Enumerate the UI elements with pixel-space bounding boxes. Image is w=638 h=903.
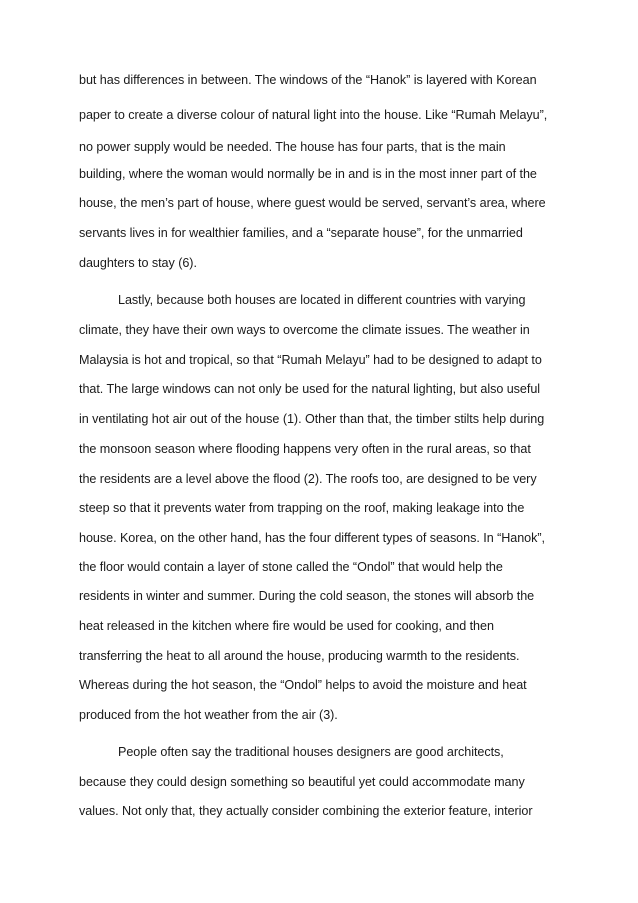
text-line: paper to create a diverse colour of natural light into the house. Like “Rumah Melayu”, [79, 108, 548, 122]
text-line: but has differences in between. The windows of the “Hanok” is layered with Korean [79, 73, 537, 87]
text-line: that. The large windows can not only be used for the natural lighting, but also useful [79, 382, 541, 396]
text-line: no power supply would be needed. The house has four parts, that is the main [79, 140, 506, 154]
text-line: house. Korea, on the other hand, has the four different types of seasons. In “Hanok”, [79, 531, 545, 545]
text-line: produced from the hot weather from the air (3). [79, 708, 338, 722]
text-line: Malaysia is hot and tropical, so that “Rumah Melayu” had to be designed to adapt to [79, 353, 542, 367]
text-line: the floor would contain a layer of stone called the “Ondol” that would help the [79, 560, 503, 574]
text-line: in ventilating hot air out of the house (1). Other than that, the timber stilts help during [79, 412, 545, 426]
text-line: values. Not only that, they actually consider combining the exterior feature, interior [79, 804, 533, 818]
text-line: Whereas during the hot season, the “Ondol” helps to avoid the moisture and heat [79, 678, 527, 692]
text-line: transferring the heat to all around the house, producing warmth to the residents. [79, 649, 520, 663]
text-line: residents in winter and summer. During the cold season, the stones will absorb the [79, 589, 535, 603]
text-line: building, where the woman would normally be in and is in the most inner part of the [79, 167, 537, 181]
text-line: the residents are a level above the flood (2). The roofs too, are designed to be very [79, 472, 537, 486]
text-line: People often say the traditional houses designers are good architects, [118, 745, 504, 759]
text-line: steep so that it prevents water from trapping on the roof, making leakage into the [79, 501, 525, 515]
text-line: Lastly, because both houses are located in different countries with varying [118, 293, 526, 307]
text-line: the monsoon season where flooding happens very often in the rural areas, so that [79, 442, 531, 456]
text-line: daughters to stay (6). [79, 256, 197, 270]
text-line: because they could design something so beautiful yet could accommodate many [79, 775, 525, 789]
text-line: climate, they have their own ways to overcome the climate issues. The weather in [79, 323, 530, 337]
text-line: servants lives in for wealthier families, and a “separate house”, for the unmarried [79, 226, 523, 240]
text-line: heat released in the kitchen where fire would be used for cooking, and then [79, 619, 494, 633]
text-line: house, the men’s part of house, where guest would be served, servant’s area, where [79, 196, 546, 210]
